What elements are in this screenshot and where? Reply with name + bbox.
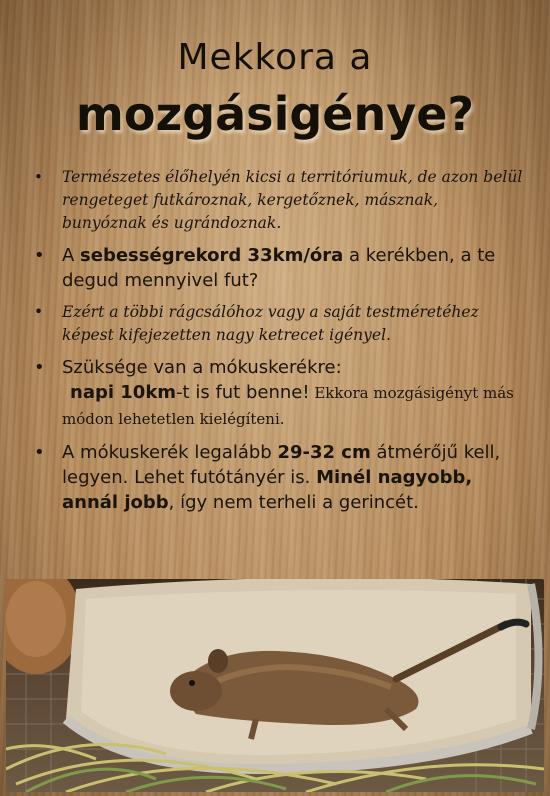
fact-text-bold-2: Minél nagyobb, annál jobb — [62, 467, 473, 513]
title — [0, 36, 550, 144]
photo-illustration — [6, 579, 544, 792]
fact-text-post: , így nem terheli a gerincét. — [168, 492, 419, 513]
fact-wheel-need — [0, 355, 550, 432]
bullet-icon: • — [34, 303, 44, 321]
fact-text-post: a kerékben, a te degud mennyivel fut? — [62, 245, 496, 291]
bullet-icon: • — [34, 442, 45, 463]
fact-list — [0, 166, 550, 515]
fact-text: Természetes élőhelyén kicsi a territóriumuk, de azon belül rengeteget futkároznak, kergetőznek, másznak, bunyóznak és ugrándoznak. — [62, 168, 523, 232]
fact-text-pre: A — [62, 245, 81, 266]
fact-cage-size — [0, 301, 550, 347]
title-line-1: Mekkora a — [177, 37, 373, 78]
fact-text-small: Ekkora mozgásigényt más módon lehetetlen kielégíteni. — [62, 384, 514, 428]
degu-wheel-photo — [6, 579, 544, 792]
fact-text-bold: napi 10km — [70, 382, 177, 403]
fact-speed-record — [0, 243, 550, 293]
fact-text-mid: átmérőjű kell, legyen. Lehet futótányér is. — [62, 442, 501, 488]
fact-territory — [0, 166, 550, 235]
fact-text-bold: sebességrekord 33km/óra — [80, 245, 344, 266]
fact-text-mid: -t is fut benne! — [176, 382, 310, 403]
bullet-icon: • — [34, 357, 45, 378]
bullet-icon: • — [34, 168, 43, 186]
fact-text-pre: A mókuskerék legalább — [62, 442, 278, 463]
bullet-icon: • — [34, 245, 45, 266]
fact-text-pre: Szüksége van a mókuskerékre: — [62, 357, 342, 378]
fact-wheel-diameter — [0, 440, 550, 515]
fact-text: Ezért a többi rágcsálóhoz vagy a saját testméretéhez képest kifejezetten nagy ketrecet igényel. — [62, 303, 479, 344]
title-line-2: mozgásigénye? — [75, 87, 475, 141]
fact-text-bold-1: 29-32 cm — [277, 442, 371, 463]
